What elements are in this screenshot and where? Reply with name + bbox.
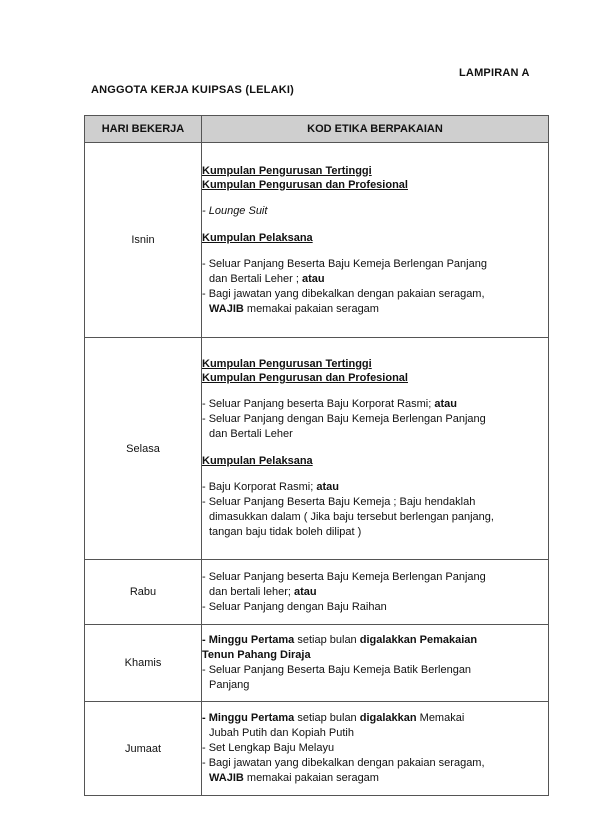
text-span: atau [316, 481, 339, 493]
day-cell: Selasa [85, 338, 202, 560]
list-item: - Seluar Panjang Beserta Baju Kemeja Batik Berlengan [202, 664, 472, 676]
list-item [202, 480, 548, 495]
list-item-cont: dan Bertali Leher [209, 428, 293, 440]
list-item: - Seluar Panjang Beserta Baju Kemeja ; Baju hendaklah [202, 496, 476, 508]
attachment-label: LAMPIRAN A [459, 67, 530, 79]
list-item-cont: dimasukkan dalam ( Jika baju tersebut berlengan panjang, [209, 511, 494, 523]
text-span: Tenun Pahang Diraja [202, 649, 311, 661]
list-item: - Bagi jawatan yang dibekalkan dengan pakaian seragam, [202, 287, 485, 300]
text-span: setiap bulan [294, 712, 360, 724]
document-title: ANGGOTA KERJA KUIPSAS (LELAKI) [91, 84, 294, 96]
table-row [85, 702, 549, 796]
list-item [202, 397, 548, 412]
text-span: atau [301, 272, 325, 285]
list-item-cont [202, 771, 548, 786]
header-code: KOD ETIKA BERPAKAIAN [202, 116, 549, 143]
list-item: - Seluar Panjang beserta Baju Kemeja Berlengan Panjang [202, 570, 486, 583]
text-span: dan bertali leher; [209, 585, 294, 598]
code-cell [202, 625, 549, 702]
list-item-cont [202, 302, 548, 317]
group-heading: Kumpulan Pelaksana [202, 455, 313, 467]
text-span: memakai pakaian seragam [243, 302, 379, 315]
text-span: WAJIB [209, 302, 244, 315]
table-header-row [85, 116, 549, 143]
table-row [85, 338, 549, 560]
text-span: digalakkan [359, 712, 417, 724]
group-heading: Kumpulan Pelaksana [202, 231, 313, 244]
text-span: setiap bulan [294, 634, 360, 646]
list-item-cont [202, 648, 548, 663]
list-item-cont: tangan baju tidak boleh dilipat ) [209, 526, 362, 538]
list-item: - Bagi jawatan yang dibekalkan dengan pakaian seragam, [202, 757, 485, 769]
list-item: - Seluar Panjang dengan Baju Raihan [202, 600, 387, 613]
text-span: WAJIB [209, 772, 244, 784]
text-span: - Minggu Pertama [202, 712, 295, 724]
text-span: - Baju Korporat Rasmi; [202, 481, 317, 493]
list-item-cont: Panjang [209, 679, 250, 691]
group-heading: Kumpulan Pengurusan Tertinggi [202, 164, 372, 177]
group-heading: Kumpulan Pengurusan dan Profesional [202, 178, 408, 191]
list-item-cont [202, 272, 548, 287]
text-span: - Seluar Panjang beserta Baju Korporat Rasmi; [202, 398, 435, 410]
day-cell: Isnin [85, 143, 202, 338]
list-item [202, 633, 548, 648]
table-row [85, 625, 549, 702]
text-span: atau [434, 398, 457, 410]
text-span: dan Bertali Leher ; [209, 272, 302, 285]
text-span: digalakkan Pemakaian [359, 634, 478, 646]
list-item-cont: Jubah Putih dan Kopiah Putih [209, 727, 354, 739]
day-cell: Jumaat [85, 702, 202, 796]
list-item: - Set Lengkap Baju Melayu [202, 742, 335, 754]
text-span: Memakai [416, 712, 465, 724]
code-cell [202, 338, 549, 560]
text-span: atau [294, 585, 317, 598]
table-row [85, 560, 549, 625]
text-span: memakai pakaian seragam [243, 772, 379, 784]
list-item [202, 711, 548, 726]
group-heading: Kumpulan Pengurusan dan Profesional [202, 372, 408, 384]
dress-code-table [84, 115, 549, 796]
day-cell: Khamis [85, 625, 202, 702]
group-heading: Kumpulan Pengurusan Tertinggi [202, 358, 372, 370]
code-cell [202, 702, 549, 796]
code-cell [202, 143, 549, 338]
header-day: HARI BEKERJA [85, 116, 202, 143]
table-row [85, 143, 549, 338]
list-item: - Seluar Panjang Beserta Baju Kemeja Berlengan Panjang [202, 257, 487, 270]
text-span: - Minggu Pertama [202, 634, 295, 646]
list-item: - Seluar Panjang dengan Baju Kemeja Berlengan Panjang [202, 413, 486, 425]
list-item: - Lounge Suit [202, 204, 268, 217]
day-cell: Rabu [85, 560, 202, 625]
code-cell [202, 560, 549, 625]
list-item-cont [202, 585, 548, 600]
